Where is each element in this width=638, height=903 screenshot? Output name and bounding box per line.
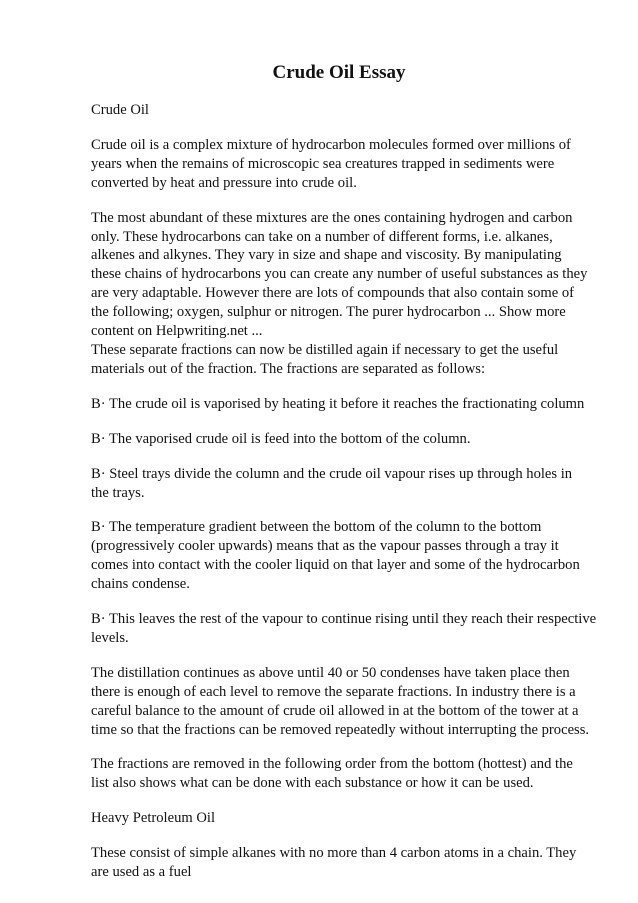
list-item-vapour-rising: B· This leaves the rest of the vapour to continue rising until they reach their respective levels.: [91, 611, 597, 646]
paragraph-simple-alkanes: These consist of simple alkanes with no more than 4 carbon atoms in a chain. They are used as a fuel: [91, 845, 577, 881]
list-item-feed-bottom: B· The vaporised crude oil is feed into the bottom of the column.: [91, 430, 471, 447]
section-heading-crude-oil: Crude Oil: [91, 102, 149, 118]
section-heading-heavy-petroleum-oil: Heavy Petroleum Oil: [91, 810, 216, 827]
paragraph-hydrocarbon-mixtures: The most abundant of these mixtures are the ones containing hydrogen and carbon only. These hydrocarbons can take on a number of different forms, i.e. alkanes, alkenes and alkynes. They vary in size and shape and viscosity. By manipulating these chains of hydrocarbons you can create any number of useful substances as they are very adaptable. However there are lots of compounds that also contain some of the following; oxygen, sulphur or nitrogen. The purer hydrocarbon ... Show more content on Helpwriting.net ...: [91, 209, 588, 340]
list-item-vaporised: B· The crude oil is vaporised by heating it before it reaches the fractionating column: [91, 395, 585, 412]
paragraph-crude-oil-definition: Crude oil is a complex mixture of hydrocarbon molecules formed over millions of years when the remains of microscopic sea creatures trapped in sediments were converted by heat and pressure into crude oil.: [91, 136, 571, 191]
list-item-temperature-gradient: B· The temperature gradient between the bottom of the column to the bottom (progressively cooler upwards) means that as the vapour passes through a tray it comes into contact with the cooler liquid on that layer and some of the hydrocarbon chains condense.: [91, 519, 580, 593]
list-item-steel-trays: B· Steel trays divide the column and the crude oil vapour rises up through holes in the trays.: [91, 465, 573, 501]
paragraph-distillation-continues: The distillation continues as above until 40 or 50 condenses have taken place then there is enough of each level to remove the separate fractions. In industry there is a careful balance to the amount of crude oil allowed in at the bottom of the tower at a time so that the fractions can be removed repeatedly without interrupting the process.: [91, 664, 590, 738]
paragraph-fractions-intro: These separate fractions can now be distilled again if necessary to get the useful materials out of the fraction. The fractions are separated as follows:: [91, 341, 559, 377]
paragraph-removal-order: The fractions are removed in the following order from the bottom (hottest) and the list also shows what can be done with each substance or how it can be used.: [91, 756, 573, 792]
document-title: Crude Oil Essay: [272, 62, 406, 83]
